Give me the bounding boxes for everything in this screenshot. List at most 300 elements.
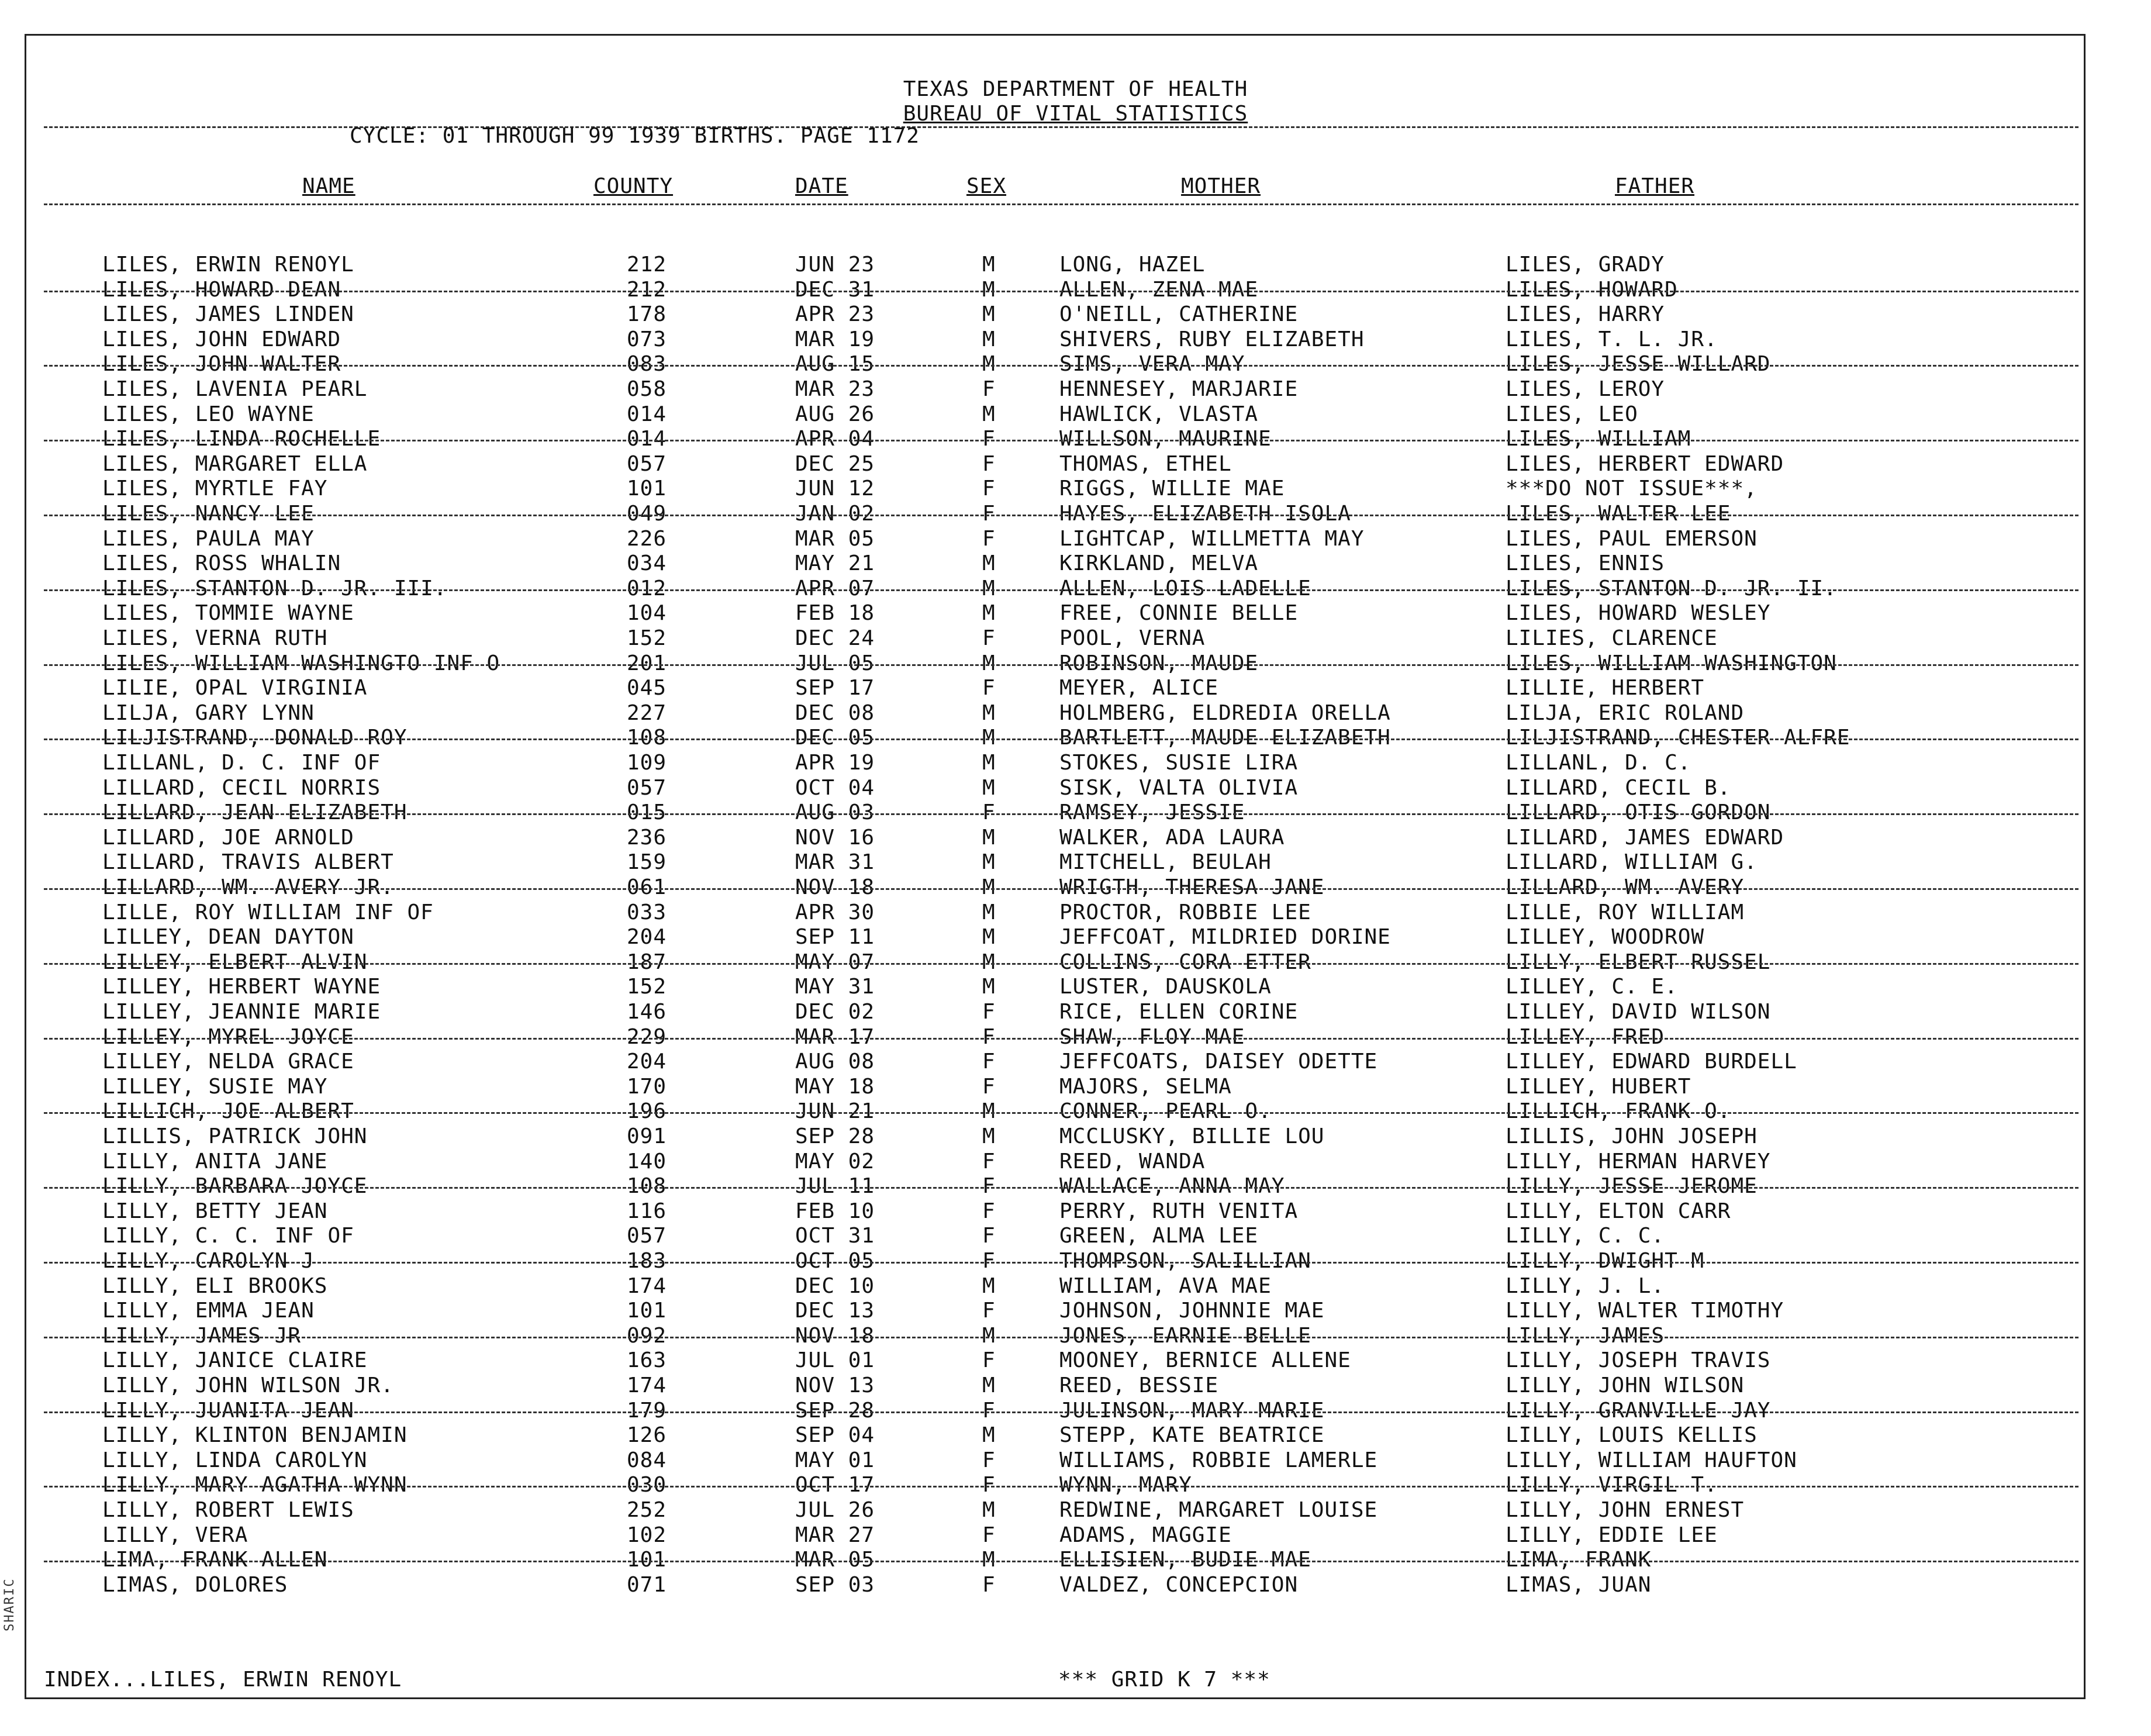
cell-date: DEC 02 bbox=[795, 1000, 875, 1024]
table-row bbox=[0, 1473, 2151, 1497]
cell-father: LILES, WILLIAM bbox=[1506, 427, 1691, 451]
cell-date: DEC 05 bbox=[795, 726, 875, 750]
cell-name: LILLARD, JEAN ELIZABETH bbox=[102, 800, 408, 825]
cell-county: 226 bbox=[627, 526, 667, 551]
cell-name: LILLARD, CECIL NORRIS bbox=[102, 775, 381, 800]
cell-mother: ALLEN, LOIS LADELLE bbox=[1059, 576, 1311, 600]
table-row bbox=[0, 1224, 2151, 1248]
table-row bbox=[0, 1025, 2151, 1050]
cell-father: LILLY, GRANVILLE JAY bbox=[1506, 1398, 1771, 1423]
table-row bbox=[0, 676, 2151, 700]
cell-sex: F bbox=[982, 451, 996, 476]
cell-county: 057 bbox=[627, 1224, 667, 1248]
cell-sex: F bbox=[982, 427, 996, 451]
cell-county: 196 bbox=[627, 1099, 667, 1124]
cell-date: MAR 05 bbox=[795, 1548, 875, 1572]
cell-county: 204 bbox=[627, 925, 667, 950]
cell-sex: F bbox=[982, 1000, 996, 1024]
cell-sex: M bbox=[982, 1423, 996, 1448]
cell-sex: F bbox=[982, 1398, 996, 1423]
cell-county: 104 bbox=[627, 601, 667, 626]
table-row bbox=[0, 1075, 2151, 1099]
cell-name: LILES, JOHN WALTER bbox=[102, 352, 341, 377]
cell-sex: M bbox=[982, 700, 996, 725]
cell-father: LILLEY, FRED bbox=[1506, 1024, 1665, 1049]
cell-county: 071 bbox=[627, 1572, 667, 1597]
cell-father: LIMAS, JUAN bbox=[1506, 1572, 1652, 1597]
bureau-title: BUREAU OF VITAL STATISTICS bbox=[903, 102, 1248, 126]
cell-father: LILLIS, JOHN JOSEPH bbox=[1506, 1124, 1758, 1148]
cell-name: LILES, HOWARD DEAN bbox=[102, 277, 341, 302]
cell-mother: KIRKLAND, MELVA bbox=[1059, 551, 1259, 576]
cycle-line: CYCLE: 01 THROUGH 99 1939 BIRTHS. PAGE 1172 bbox=[350, 124, 920, 148]
cell-date: NOV 13 bbox=[795, 1373, 875, 1397]
table-row bbox=[0, 527, 2151, 551]
cell-father: LILLARD, JAMES EDWARD bbox=[1506, 825, 1784, 850]
table-row bbox=[0, 1000, 2151, 1024]
cell-county: 014 bbox=[627, 402, 667, 426]
cell-date: APR 19 bbox=[795, 751, 875, 775]
cell-father: LILES, LEROY bbox=[1506, 377, 1665, 401]
cell-mother: MEYER, ALICE bbox=[1059, 676, 1219, 700]
cell-sex: M bbox=[982, 925, 996, 950]
cell-sex: F bbox=[982, 1473, 996, 1497]
cell-date: OCT 05 bbox=[795, 1249, 875, 1273]
table-row bbox=[0, 302, 2151, 327]
cell-mother: MOONEY, BERNICE ALLENE bbox=[1059, 1348, 1351, 1373]
table-row bbox=[0, 1498, 2151, 1523]
cell-county: 183 bbox=[627, 1249, 667, 1273]
cell-father: LILLARD, CECIL B. bbox=[1506, 775, 1731, 800]
cell-father: LIMA, FRANK bbox=[1506, 1548, 1652, 1572]
cell-mother: VALDEZ, CONCEPCION bbox=[1059, 1572, 1299, 1597]
cell-mother: LONG, HAZEL bbox=[1059, 253, 1206, 277]
cell-county: 159 bbox=[627, 850, 667, 875]
cell-date: APR 07 bbox=[795, 576, 875, 600]
cell-date: FEB 18 bbox=[795, 601, 875, 626]
table-row bbox=[0, 726, 2151, 750]
cell-county: 101 bbox=[627, 477, 667, 501]
cell-name: LILLY, JAMES JR bbox=[102, 1323, 302, 1348]
cell-mother: HOLMBERG, ELDREDIA ORELLA bbox=[1059, 700, 1391, 725]
cell-sex: M bbox=[982, 1373, 996, 1397]
cell-date: JUL 05 bbox=[795, 651, 875, 675]
cell-date: AUG 26 bbox=[795, 402, 875, 426]
cell-date: MAR 27 bbox=[795, 1523, 875, 1547]
cell-mother: JEFFCOAT, MILDRIED DORINE bbox=[1059, 925, 1391, 950]
table-row bbox=[0, 278, 2151, 302]
table-row bbox=[0, 577, 2151, 601]
cell-father: LILLY, JOSEPH TRAVIS bbox=[1506, 1348, 1771, 1373]
cell-mother: WYNN, MARY bbox=[1059, 1473, 1192, 1497]
cell-date: DEC 24 bbox=[795, 626, 875, 650]
cell-name: LIMA, FRANK ALLEN bbox=[102, 1548, 328, 1572]
cell-sex: F bbox=[982, 1074, 996, 1099]
cell-mother: STOKES, SUSIE LIRA bbox=[1059, 751, 1299, 775]
table-row bbox=[0, 950, 2151, 975]
cell-father: LILES, WALTER LEE bbox=[1506, 502, 1731, 526]
cell-sex: F bbox=[982, 502, 996, 526]
cell-father: LILLY, JAMES bbox=[1506, 1323, 1665, 1348]
cell-date: MAR 05 bbox=[795, 526, 875, 551]
cell-name: LILIE, OPAL VIRGINIA bbox=[102, 676, 368, 700]
cell-county: 212 bbox=[627, 277, 667, 302]
cell-mother: ALLEN, ZENA MAE bbox=[1059, 277, 1259, 302]
cell-mother: SHAW, FLOY MAE bbox=[1059, 1024, 1245, 1049]
table-row bbox=[0, 327, 2151, 352]
cell-name: LILES, MYRTLE FAY bbox=[102, 477, 328, 501]
table-row bbox=[0, 352, 2151, 377]
cell-name: LILLEY, DEAN DAYTON bbox=[102, 925, 354, 950]
cell-mother: JEFFCOATS, DAISEY ODETTE bbox=[1059, 1050, 1378, 1074]
cell-county: 126 bbox=[627, 1423, 667, 1448]
cell-mother: MAJORS, SELMA bbox=[1059, 1074, 1232, 1099]
cell-name: LILLE, ROY WILLIAM INF OF bbox=[102, 900, 434, 924]
table-row bbox=[0, 1324, 2151, 1348]
cell-father: LILLEY, C. E. bbox=[1506, 975, 1678, 999]
cell-county: 084 bbox=[627, 1448, 667, 1472]
cell-name: LILES, NANCY LEE bbox=[102, 502, 315, 526]
cell-date: JUL 26 bbox=[795, 1498, 875, 1522]
cell-father: LILLY, ELBERT RUSSEL bbox=[1506, 950, 1771, 974]
cell-name: LILLARD, JOE ARNOLD bbox=[102, 825, 354, 850]
cell-name: LILES, LINDA ROCHELLE bbox=[102, 427, 381, 451]
table-row bbox=[0, 626, 2151, 651]
cell-sex: M bbox=[982, 551, 996, 576]
table-row bbox=[0, 1348, 2151, 1373]
cell-date: MAY 02 bbox=[795, 1149, 875, 1174]
cell-county: 204 bbox=[627, 1050, 667, 1074]
cell-name: LILLARD, WM. AVERY JR. bbox=[102, 875, 394, 899]
table-row bbox=[0, 402, 2151, 427]
index-footer: INDEX...LILES, ERWIN RENOYL bbox=[44, 1668, 402, 1692]
cell-name: LILLY, ANITA JANE bbox=[102, 1149, 328, 1174]
cell-father: LILES, PAUL EMERSON bbox=[1506, 526, 1758, 551]
cell-mother: HAWLICK, VLASTA bbox=[1059, 402, 1259, 426]
cell-county: 014 bbox=[627, 427, 667, 451]
cell-sex: M bbox=[982, 253, 996, 277]
cell-sex: F bbox=[982, 1348, 996, 1373]
cell-father: LILIES, CLARENCE bbox=[1506, 626, 1718, 650]
table-row bbox=[0, 1448, 2151, 1473]
cell-county: 108 bbox=[627, 726, 667, 750]
cell-county: 174 bbox=[627, 1373, 667, 1397]
cell-county: 092 bbox=[627, 1323, 667, 1348]
cell-father: LILLY, ELTON CARR bbox=[1506, 1199, 1731, 1223]
table-row bbox=[0, 1573, 2151, 1597]
cell-date: MAR 31 bbox=[795, 850, 875, 875]
cell-date: MAY 18 bbox=[795, 1074, 875, 1099]
cell-name: LILLEY, JEANNIE MARIE bbox=[102, 1000, 381, 1024]
cell-father: LILJISTRAND, CHESTER ALFRE bbox=[1506, 726, 1850, 750]
cell-date: MAR 23 bbox=[795, 377, 875, 401]
cell-mother: POOL, VERNA bbox=[1059, 626, 1206, 650]
cell-mother: RICE, ELLEN CORINE bbox=[1059, 1000, 1299, 1024]
cell-mother: STEPP, KATE BEATRICE bbox=[1059, 1423, 1325, 1448]
cell-sex: F bbox=[982, 1523, 996, 1547]
cell-sex: F bbox=[982, 1024, 996, 1049]
table-row bbox=[0, 826, 2151, 850]
cell-mother: SHIVERS, RUBY ELIZABETH bbox=[1059, 327, 1365, 351]
cell-mother: SISK, VALTA OLIVIA bbox=[1059, 775, 1299, 800]
cell-county: 091 bbox=[627, 1124, 667, 1148]
table-row bbox=[0, 1150, 2151, 1174]
cell-county: 179 bbox=[627, 1398, 667, 1423]
cell-name: LILLIS, PATRICK JOHN bbox=[102, 1124, 368, 1148]
cell-county: 116 bbox=[627, 1199, 667, 1223]
cell-father: LILLARD, OTIS GORDON bbox=[1506, 800, 1771, 825]
cell-mother: HAYES, ELIZABETH ISOLA bbox=[1059, 502, 1351, 526]
cell-sex: M bbox=[982, 1548, 996, 1572]
cell-name: LILLEY, MYREL JOYCE bbox=[102, 1024, 354, 1049]
cell-name: LILJA, GARY LYNN bbox=[102, 700, 315, 725]
cell-name: LILLY, JANICE CLAIRE bbox=[102, 1348, 368, 1373]
cell-county: 101 bbox=[627, 1299, 667, 1323]
cell-sex: M bbox=[982, 277, 996, 302]
cell-name: LILJISTRAND, DONALD ROY bbox=[102, 726, 408, 750]
cell-father: ***DO NOT ISSUE***, bbox=[1506, 477, 1758, 501]
cell-name: LILES, ERWIN RENOYL bbox=[102, 253, 354, 277]
cell-mother: JULINSON, MARY MARIE bbox=[1059, 1398, 1325, 1423]
cell-county: 152 bbox=[627, 626, 667, 650]
cell-date: APR 23 bbox=[795, 302, 875, 327]
cell-name: LILLY, JOHN WILSON JR. bbox=[102, 1373, 394, 1397]
cell-county: 229 bbox=[627, 1024, 667, 1049]
cell-date: MAY 01 bbox=[795, 1448, 875, 1472]
cell-name: LILES, JAMES LINDEN bbox=[102, 302, 354, 327]
cell-date: MAR 19 bbox=[795, 327, 875, 351]
table-row bbox=[0, 875, 2151, 900]
cell-mother: COLLINS, CORA ETTER bbox=[1059, 950, 1311, 974]
cell-sex: F bbox=[982, 1050, 996, 1074]
cell-county: 140 bbox=[627, 1149, 667, 1174]
cell-sex: M bbox=[982, 850, 996, 875]
cell-date: MAY 31 bbox=[795, 975, 875, 999]
cell-county: 033 bbox=[627, 900, 667, 924]
cell-county: 045 bbox=[627, 676, 667, 700]
cell-date: DEC 10 bbox=[795, 1273, 875, 1298]
table-row bbox=[0, 925, 2151, 950]
cell-name: LILLEY, ELBERT ALVIN bbox=[102, 950, 368, 974]
cell-mother: O'NEILL, CATHERINE bbox=[1059, 302, 1299, 327]
table-row bbox=[0, 452, 2151, 477]
cell-mother: ROBINSON, MAUDE bbox=[1059, 651, 1259, 675]
cell-mother: REED, WANDA bbox=[1059, 1149, 1206, 1174]
cell-county: 015 bbox=[627, 800, 667, 825]
cell-name: LILLY, KLINTON BENJAMIN bbox=[102, 1423, 408, 1448]
cell-father: LILES, LEO bbox=[1506, 402, 1638, 426]
cell-father: LILLICH, FRANK O. bbox=[1506, 1099, 1731, 1124]
cell-name: LILES, PAULA MAY bbox=[102, 526, 315, 551]
cell-father: LILES, HOWARD WESLEY bbox=[1506, 601, 1771, 626]
cell-sex: M bbox=[982, 900, 996, 924]
cell-father: LILES, JESSE WILLARD bbox=[1506, 352, 1771, 377]
cell-county: 108 bbox=[627, 1174, 667, 1199]
cell-name: LILLY, EMMA JEAN bbox=[102, 1299, 315, 1323]
cell-mother: SIMS, VERA MAY bbox=[1059, 352, 1245, 377]
cell-county: 236 bbox=[627, 825, 667, 850]
cell-father: LILLY, VIRGIL T. bbox=[1506, 1473, 1718, 1497]
cell-name: LILLY, ELI BROOKS bbox=[102, 1273, 328, 1298]
table-row bbox=[0, 1399, 2151, 1423]
grid-footer: *** GRID K 7 *** bbox=[1058, 1668, 1270, 1692]
cell-date: JUN 23 bbox=[795, 253, 875, 277]
cell-county: 061 bbox=[627, 875, 667, 899]
table-row bbox=[0, 1523, 2151, 1548]
cell-county: 083 bbox=[627, 352, 667, 377]
cell-father: LILES, HERBERT EDWARD bbox=[1506, 451, 1784, 476]
table-row bbox=[0, 601, 2151, 626]
cell-county: 049 bbox=[627, 502, 667, 526]
table-row bbox=[0, 427, 2151, 451]
cell-date: SEP 11 bbox=[795, 925, 875, 950]
cell-county: 012 bbox=[627, 576, 667, 600]
cell-date: JAN 02 bbox=[795, 502, 875, 526]
cell-sex: M bbox=[982, 651, 996, 675]
cell-sex: F bbox=[982, 676, 996, 700]
cell-name: LILLY, CAROLYN J bbox=[102, 1249, 315, 1273]
cell-county: 187 bbox=[627, 950, 667, 974]
cell-sex: M bbox=[982, 775, 996, 800]
table-row bbox=[0, 1174, 2151, 1199]
table-row bbox=[0, 1423, 2151, 1448]
cell-sex: M bbox=[982, 1323, 996, 1348]
cell-name: LILLEY, SUSIE MAY bbox=[102, 1074, 328, 1099]
cell-county: 212 bbox=[627, 253, 667, 277]
table-row bbox=[0, 1099, 2151, 1124]
cell-date: SEP 28 bbox=[795, 1398, 875, 1423]
cell-county: 030 bbox=[627, 1473, 667, 1497]
cell-sex: M bbox=[982, 950, 996, 974]
cell-mother: ADAMS, MAGGIE bbox=[1059, 1523, 1232, 1547]
table-row bbox=[0, 1124, 2151, 1149]
cell-sex: M bbox=[982, 1124, 996, 1148]
cell-father: LILES, HARRY bbox=[1506, 302, 1665, 327]
cell-name: LIMAS, DOLORES bbox=[102, 1572, 288, 1597]
cell-county: 073 bbox=[627, 327, 667, 351]
cell-name: LILLARD, TRAVIS ALBERT bbox=[102, 850, 394, 875]
cell-date: AUG 15 bbox=[795, 352, 875, 377]
cell-mother: THOMAS, ETHEL bbox=[1059, 451, 1232, 476]
cell-sex: M bbox=[982, 1099, 996, 1124]
cell-sex: M bbox=[982, 302, 996, 327]
cell-date: JUN 21 bbox=[795, 1099, 875, 1124]
cell-mother: JOHNSON, JOHNNIE MAE bbox=[1059, 1299, 1325, 1323]
cell-father: LILLE, ROY WILLIAM bbox=[1506, 900, 1745, 924]
cell-mother: PROCTOR, ROBBIE LEE bbox=[1059, 900, 1311, 924]
cell-date: SEP 28 bbox=[795, 1124, 875, 1148]
cell-date: DEC 31 bbox=[795, 277, 875, 302]
cell-sex: M bbox=[982, 1273, 996, 1298]
cell-county: 178 bbox=[627, 302, 667, 327]
agency-title: TEXAS DEPARTMENT OF HEALTH bbox=[903, 77, 1248, 101]
cell-date: MAY 21 bbox=[795, 551, 875, 576]
cell-date: OCT 17 bbox=[795, 1473, 875, 1497]
cell-father: LILES, GRADY bbox=[1506, 253, 1665, 277]
column-header-name: NAME bbox=[302, 174, 355, 198]
cell-sex: M bbox=[982, 327, 996, 351]
cell-mother: CONNER, PEARL O. bbox=[1059, 1099, 1272, 1124]
cell-father: LILLY, HERMAN HARVEY bbox=[1506, 1149, 1771, 1174]
cell-sex: F bbox=[982, 1572, 996, 1597]
cell-mother: WRIGTH, THERESA JANE bbox=[1059, 875, 1325, 899]
cell-father: LILLY, EDDIE LEE bbox=[1506, 1523, 1718, 1547]
cell-name: LILES, WILLIAM WASHINGTO INF O bbox=[102, 651, 500, 675]
cell-mother: PERRY, RUTH VENITA bbox=[1059, 1199, 1299, 1223]
cell-name: LILLY, ROBERT LEWIS bbox=[102, 1498, 354, 1522]
cell-father: LILES, STANTON D. JR. II. bbox=[1506, 576, 1837, 600]
cell-county: 101 bbox=[627, 1548, 667, 1572]
table-row bbox=[0, 776, 2151, 800]
cell-county: 227 bbox=[627, 700, 667, 725]
cell-date: AUG 08 bbox=[795, 1050, 875, 1074]
cell-county: 152 bbox=[627, 975, 667, 999]
table-row bbox=[0, 975, 2151, 999]
cell-sex: F bbox=[982, 1249, 996, 1273]
cell-father: LILES, WILLIAM WASHINGTON bbox=[1506, 651, 1837, 675]
cell-sex: F bbox=[982, 477, 996, 501]
cell-name: LILES, LAVENIA PEARL bbox=[102, 377, 368, 401]
cell-county: 034 bbox=[627, 551, 667, 576]
cell-county: 163 bbox=[627, 1348, 667, 1373]
cell-mother: LIGHTCAP, WILLMETTA MAY bbox=[1059, 526, 1365, 551]
cell-mother: WALLACE, ANNA MAY bbox=[1059, 1174, 1285, 1199]
cell-date: OCT 31 bbox=[795, 1224, 875, 1248]
cell-mother: GREEN, ALMA LEE bbox=[1059, 1224, 1259, 1248]
cell-sex: F bbox=[982, 1174, 996, 1199]
cell-name: LILLY, C. C. INF OF bbox=[102, 1224, 354, 1248]
cell-date: NOV 18 bbox=[795, 875, 875, 899]
cell-date: MAY 07 bbox=[795, 950, 875, 974]
cell-date: OCT 04 bbox=[795, 775, 875, 800]
cell-sex: F bbox=[982, 377, 996, 401]
table-row bbox=[0, 900, 2151, 925]
cell-father: LILES, T. L. JR. bbox=[1506, 327, 1718, 351]
cell-father: LILLEY, HUBERT bbox=[1506, 1074, 1691, 1099]
column-header-father: FATHER bbox=[1615, 174, 1695, 198]
header-rule bbox=[44, 126, 2079, 128]
cell-father: LILJA, ERIC ROLAND bbox=[1506, 700, 1745, 725]
table-row bbox=[0, 751, 2151, 775]
table-row bbox=[0, 651, 2151, 676]
cell-date: MAR 17 bbox=[795, 1024, 875, 1049]
cell-name: LILLY, MARY AGATHA WYNN bbox=[102, 1473, 408, 1497]
cell-sex: F bbox=[982, 1224, 996, 1248]
table-row bbox=[0, 1249, 2151, 1273]
table-row bbox=[0, 1299, 2151, 1323]
cell-date: AUG 03 bbox=[795, 800, 875, 825]
cell-sex: M bbox=[982, 601, 996, 626]
cell-county: 057 bbox=[627, 451, 667, 476]
cell-mother: BARTLETT, MAUDE ELIZABETH bbox=[1059, 726, 1391, 750]
table-row bbox=[0, 1050, 2151, 1074]
cell-mother: FREE, CONNIE BELLE bbox=[1059, 601, 1299, 626]
cell-date: NOV 18 bbox=[795, 1323, 875, 1348]
cell-father: LILLARD, WILLIAM G. bbox=[1506, 850, 1758, 875]
cell-name: LILLEY, HERBERT WAYNE bbox=[102, 975, 381, 999]
cell-date: APR 30 bbox=[795, 900, 875, 924]
cell-mother: RIGGS, WILLIE MAE bbox=[1059, 477, 1285, 501]
cell-sex: F bbox=[982, 1149, 996, 1174]
cell-county: 146 bbox=[627, 1000, 667, 1024]
cell-date: JUL 01 bbox=[795, 1348, 875, 1373]
cell-sex: F bbox=[982, 626, 996, 650]
cell-mother: RAMSEY, JESSIE bbox=[1059, 800, 1245, 825]
cell-date: NOV 16 bbox=[795, 825, 875, 850]
cell-county: 252 bbox=[627, 1498, 667, 1522]
cell-date: DEC 25 bbox=[795, 451, 875, 476]
cell-date: JUL 11 bbox=[795, 1174, 875, 1199]
